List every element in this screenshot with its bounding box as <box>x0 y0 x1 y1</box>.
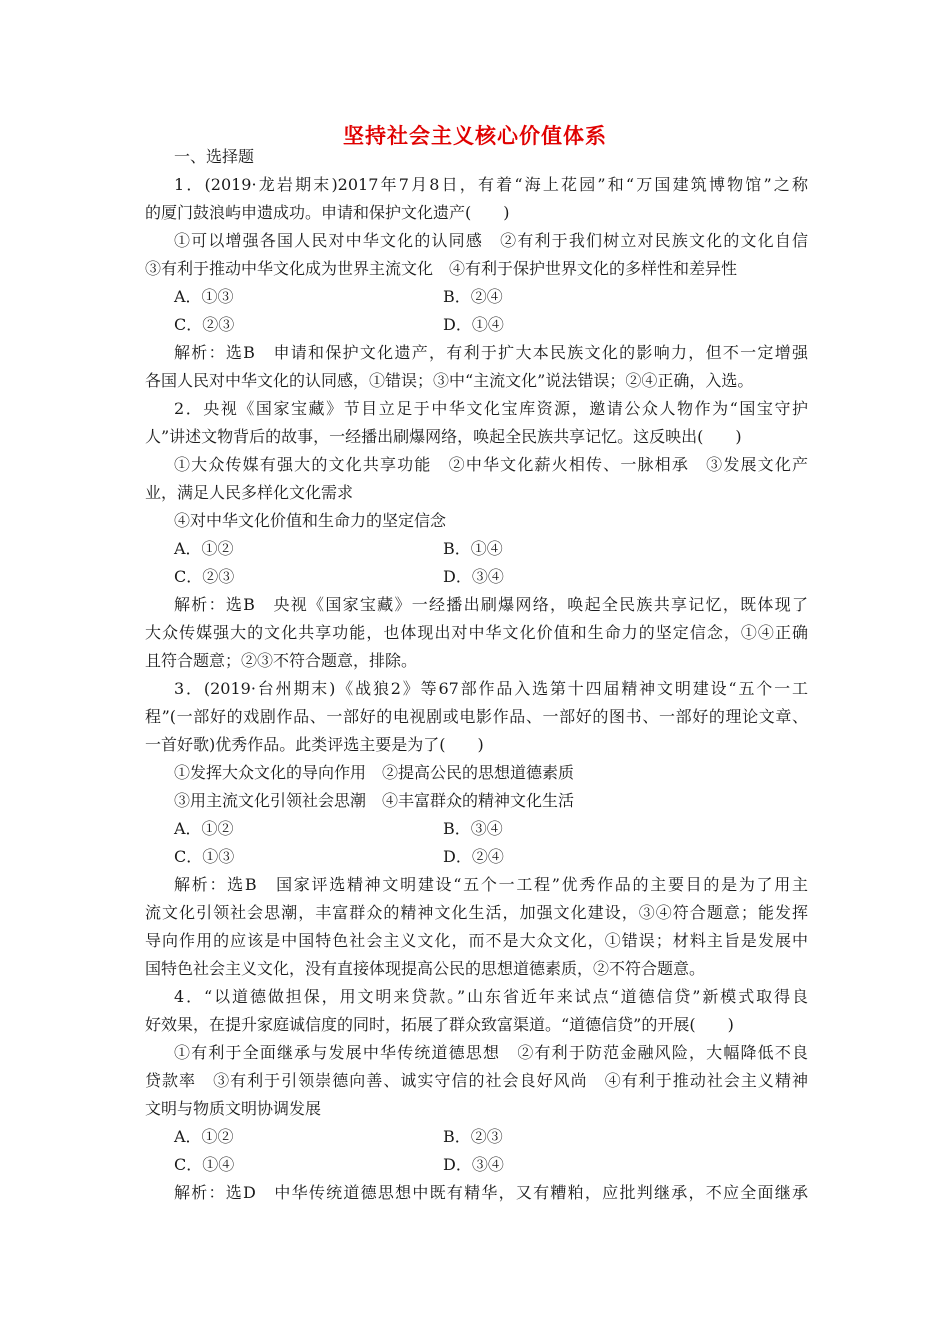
question-3-analysis-line: 导向作用的应该是中国特色社会主义文化，而不是大众文化，①错误；材料主旨是发展中 <box>145 931 808 950</box>
question-3-stem-line: 一首好歌)优秀作品。此类评选主要是为了( ) <box>145 735 484 754</box>
page-title: 坚持社会主义核心价值体系 <box>343 124 607 148</box>
question-2-statements-line: ④对中华文化价值和生命力的坚定信念 <box>174 511 447 530</box>
question-1-option-a: A．①③ <box>174 287 234 306</box>
question-4-analysis-line: 解析：选D 中华传统道德思想中既有精华，又有糟粕，应批判继承，不应全面继承 <box>174 1183 808 1202</box>
question-1-option-d: D．①④ <box>443 315 504 334</box>
question-1-option-b: B．②④ <box>443 287 503 306</box>
question-3-option-b: B．③④ <box>443 819 503 838</box>
question-4-stem-line: 好效果，在提升家庭诚信度的同时，拓展了群众致富渠道。“道德信贷”的开展( ) <box>145 1015 734 1034</box>
question-1-analysis-line: 解析：选B 申请和保护文化遗产，有利于扩大本民族文化的影响力，但不一定增强 <box>174 343 808 362</box>
question-2-option-a: A．①② <box>174 539 234 558</box>
question-4-option-b: B．②③ <box>443 1127 503 1146</box>
question-2-option-c: C．②③ <box>174 567 235 586</box>
question-4-statements-line: 贷款率 ③有利于引领崇德向善、诚实守信的社会良好风尚 ④有利于推动社会主义精神 <box>145 1071 808 1090</box>
question-4-option-c: C．①④ <box>174 1155 235 1174</box>
question-3-statements-line: ③用主流文化引领社会思潮 ④丰富群众的精神文化生活 <box>174 791 575 810</box>
question-3-option-c: C．①③ <box>174 847 235 866</box>
question-4-option-a: A．①② <box>174 1127 234 1146</box>
section-heading: 一、选择题 <box>174 147 255 166</box>
question-4-stem-line: 4．“以道德做担保，用文明来贷款。”山东省近年来试点“道德信贷”新模式取得良 <box>174 987 808 1006</box>
question-3-statements-line: ①发挥大众文化的导向作用 ②提高公民的思想道德素质 <box>174 763 575 782</box>
question-4-statements-line: ①有利于全面继承与发展中华传统道德思想 ②有利于防范金融风险，大幅降低不良 <box>174 1043 808 1062</box>
question-3-analysis-line: 国特色社会主义文化，没有直接体现提高公民的思想道德素质，②不符合题意。 <box>145 959 706 978</box>
question-3-stem-line: 程”(一部好的戏剧作品、一部好的电视剧或电影作品、一部好的图书、一部好的理论文章、 <box>145 707 808 726</box>
question-2-stem-line: 人”讲述文物背后的故事，一经播出刷爆网络，唤起全民族共享记忆。这反映出( ) <box>145 427 742 446</box>
question-2-statements-line: ①大众传媒有强大的文化共享功能 ②中华文化薪火相传、一脉相承 ③发展文化产 <box>174 455 808 474</box>
question-3-analysis-line: 流文化引领社会思潮，丰富群众的精神文化生活，加强文化建设，③④符合题意；能发挥 <box>145 903 808 922</box>
question-3-option-a: A．①② <box>174 819 234 838</box>
question-3-analysis-line: 解析：选B 国家评选精神文明建设“五个一工程”优秀作品的主要目的是为了用主 <box>174 875 808 894</box>
question-2-stem-line: 2．央视《国家宝藏》节目立足于中华文化宝库资源，邀请公众人物作为“国宝守护 <box>174 399 808 418</box>
question-3-option-d: D．②④ <box>443 847 504 866</box>
question-4-statements-line: 文明与物质文明协调发展 <box>145 1099 322 1118</box>
question-1-stem-line: 的厦门鼓浪屿申遗成功。申请和保护文化遗产( ) <box>145 203 510 222</box>
question-2-analysis-line: 且符合题意；②③不符合题意，排除。 <box>145 651 418 670</box>
question-2-statements-line: 业，满足人民多样化文化需求 <box>145 483 354 502</box>
question-1-statements-line: ③有利于推动中华文化成为世界主流文化 ④有利于保护世界文化的多样性和差异性 <box>145 259 738 278</box>
question-2-analysis-line: 大众传媒强大的文化共享功能，也体现出对中华文化价值和生命力的坚定信念，①④正确 <box>145 623 808 642</box>
question-1-analysis-line: 各国人民对中华文化的认同感，①错误；③中“主流文化”说法错误；②④正确，入选。 <box>145 371 754 390</box>
question-1-statements-line: ①可以增强各国人民对中华文化的认同感 ②有利于我们树立对民族文化的文化自信 <box>174 231 808 250</box>
question-1-option-c: C．②③ <box>174 315 235 334</box>
question-3-stem-line: 3．(2019·台州期末)《战狼2》等67部作品入选第十四届精神文明建设“五个一工 <box>174 679 808 698</box>
question-2-analysis-line: 解析：选B 央视《国家宝藏》一经播出刷爆网络，唤起全民族共享记忆，既体现了 <box>174 595 808 614</box>
question-4-option-d: D．③④ <box>443 1155 504 1174</box>
question-1-stem-line: 1．(2019·龙岩期末)2017年7月8日，有着“海上花园”和“万国建筑博物馆”之称 <box>174 175 808 194</box>
question-2-option-d: D．③④ <box>443 567 504 586</box>
question-2-option-b: B．①④ <box>443 539 503 558</box>
